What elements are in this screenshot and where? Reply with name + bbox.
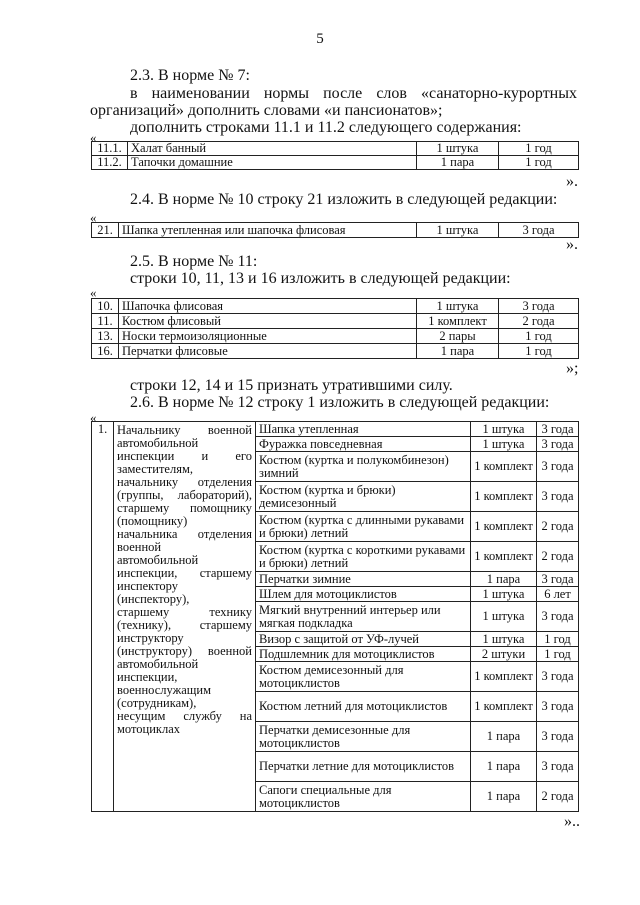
positions-line: Начальнику военной [117, 423, 252, 437]
table-cell-qty: 1 комплект [471, 542, 537, 572]
table-cell-period: 1 год [499, 142, 579, 156]
table-cell-name: Визор с защитой от УФ-лучей [256, 632, 471, 647]
table-cell-qty: 1 пара [471, 752, 537, 782]
table-cell-qty: 1 комплект [417, 314, 499, 329]
table1-close: ». [566, 173, 578, 190]
table-cell-period: 3 года [537, 572, 579, 587]
positions-line: военной [117, 540, 162, 554]
table-cell-qty: 2 пары [417, 329, 499, 344]
positions-line: старшему технику [117, 605, 252, 619]
section-2-3-line3: дополнить строками 11.1 и 11.2 следующего содержания: [130, 119, 522, 136]
table-cell-name: Перчатки летние для мотоциклистов [256, 752, 471, 782]
table-cell-period: 1 год [499, 329, 579, 344]
table-cell-name: Перчатки зимние [256, 572, 471, 587]
section-2-5-line2: строки 12, 14 и 15 признать утратившими силу. [130, 377, 453, 394]
table-cell-name: Костюм флисовый [119, 314, 417, 329]
table-cell-num: 11. [92, 314, 119, 329]
table-cell-name: Мягкий внутренний интерьер или мягкая подкладка [256, 602, 471, 632]
table-cell-qty: 1 штука [417, 142, 499, 156]
table-cell-period: 3 года [537, 482, 579, 512]
table4-open-quote: « [90, 410, 97, 425]
positions-line: заместителям, [117, 462, 193, 476]
table-cell-num: 11.2. [92, 156, 128, 170]
table-cell-name: Шлем для мотоциклистов [256, 587, 471, 602]
table3-open-quote: « [90, 285, 97, 300]
table-cell-qty: 1 штука [417, 223, 499, 238]
table-cell-qty: 1 пара [471, 572, 537, 587]
section-2-3-line2: организаций» дополнить словами «и пансионатов»; [90, 102, 443, 119]
table-cell-name: Сапоги специальные для мотоциклистов [256, 782, 471, 812]
table-cell-period: 2 года [537, 512, 579, 542]
table2-open-quote: « [90, 210, 97, 225]
table-cell-period: 2 года [499, 314, 579, 329]
table-cell-qty: 1 штука [471, 422, 537, 437]
table-cell-period: 6 лет [537, 587, 579, 602]
table-cell-name: Шапка утепленная [256, 422, 471, 437]
table-cell-qty: 1 пара [471, 722, 537, 752]
table-cell-qty: 1 комплект [471, 692, 537, 722]
table2-close: ». [566, 236, 578, 253]
table-cell-period: 1 год [537, 632, 579, 647]
table-row [92, 314, 579, 329]
table-cell-name: Подшлемник для мотоциклистов [256, 647, 471, 662]
table4 [91, 421, 579, 812]
table-cell-period: 3 года [537, 722, 579, 752]
table4-close: ».. [564, 813, 580, 830]
table-cell-name: Шапка утепленная или шапочка флисовая [119, 223, 417, 238]
table-cell-qty: 1 пара [417, 344, 499, 359]
table-cell-period: 3 года [537, 692, 579, 722]
table-cell-period: 3 года [537, 452, 579, 482]
page-number: 5 [316, 31, 324, 47]
section-2-4-heading: 2.4. В норме № 10 строку 21 изложить в следующей редакции: [130, 191, 558, 208]
table-cell-qty: 1 штука [471, 602, 537, 632]
table-cell-name: Шапочка флисовая [119, 299, 417, 314]
table-cell-period: 1 год [537, 647, 579, 662]
positions-line: военнослужащим [117, 683, 211, 697]
table-cell-qty: 1 штука [417, 299, 499, 314]
section-2-5-line1: строки 10, 11, 13 и 16 изложить в следующей редакции: [130, 270, 511, 287]
positions-line: (сотрудникам), [117, 696, 197, 710]
table-row [92, 142, 579, 156]
table-cell-name: Перчатки демисезонные для мотоциклистов [256, 722, 471, 752]
table-cell-name: Костюм (куртка с длинными рукавами и брюки) летний [256, 512, 471, 542]
table-cell-period: 3 года [537, 602, 579, 632]
table1-open-quote: « [90, 130, 97, 145]
table-cell-qty: 1 комплект [471, 662, 537, 692]
positions-line: автомобильной [117, 657, 199, 671]
table-cell-name: Носки термоизоляционные [119, 329, 417, 344]
section-2-6-heading: 2.6. В норме № 12 строку 1 изложить в следующей редакции: [130, 394, 550, 411]
table-cell-period: 3 года [537, 422, 579, 437]
table-cell-period: 3 года [499, 299, 579, 314]
table-cell-num: 1. [92, 422, 114, 812]
positions-line: автомобильной [117, 436, 199, 450]
table-cell-name: Костюм (куртка с короткими рукавами и брюки) летний [256, 542, 471, 572]
table-cell-name: Тапочки домашние [128, 156, 417, 170]
table-row [92, 329, 579, 344]
positions-line: мотоциклах [117, 722, 181, 736]
table-cell-period: 3 года [537, 662, 579, 692]
table-cell-num: 16. [92, 344, 119, 359]
section-2-3-line1: в наименовании нормы после слов «санаторно-курортных [130, 85, 577, 102]
table-cell-name: Костюм демисезонный для мотоциклистов [256, 662, 471, 692]
table-cell-period: 1 год [499, 344, 579, 359]
table-cell-period: 1 год [499, 156, 579, 170]
table1 [91, 141, 579, 170]
table-cell-period: 3 года [537, 752, 579, 782]
positions-line: начальника отделения [117, 527, 252, 541]
positions-line: инспектору [117, 579, 178, 593]
table-cell-positions [114, 422, 256, 812]
table-row [92, 344, 579, 359]
positions-line: автомобильной [117, 553, 199, 567]
table-cell-name: Костюм летний для мотоциклистов [256, 692, 471, 722]
positions-line: начальнику отделения [117, 475, 252, 489]
section-2-5-heading: 2.5. В норме № 11: [130, 253, 258, 270]
table-cell-period: 3 года [499, 223, 579, 238]
positions-line: инструктору [117, 631, 184, 645]
table-cell-num: 11.1. [92, 142, 128, 156]
table-cell-qty: 1 пара [471, 782, 537, 812]
table-cell-qty: 1 штука [471, 437, 537, 452]
table-row [92, 223, 579, 238]
table-cell-num: 10. [92, 299, 119, 314]
table-cell-qty: 1 штука [471, 587, 537, 602]
table-cell-name: Костюм (куртка и полукомбинезон) зимний [256, 452, 471, 482]
positions-line: (технику), старшему [117, 618, 252, 632]
positions-line: (инспектору), [117, 592, 190, 606]
table-cell-name: Фуражка повседневная [256, 437, 471, 452]
table-cell-period: 3 года [537, 437, 579, 452]
table-cell-qty: 1 комплект [471, 482, 537, 512]
positions-line: старшему помощнику [117, 501, 252, 515]
table-cell-name: Перчатки флисовые [119, 344, 417, 359]
table-row [92, 422, 579, 437]
table-cell-num: 13. [92, 329, 119, 344]
table3-close: »; [566, 360, 579, 377]
table2 [91, 222, 579, 238]
positions-line: (группы, лабораторий), [117, 488, 252, 502]
positions-line: инспекции, старшему [117, 566, 252, 580]
table-cell-name: Костюм (куртка и брюки) демисезонный [256, 482, 471, 512]
positions-line: (инструктору) военной [117, 644, 252, 658]
table-cell-name: Халат банный [128, 142, 417, 156]
table-cell-period: 2 года [537, 542, 579, 572]
positions-line: инспекции и его [117, 449, 252, 463]
positions-line: инспекции, [117, 670, 178, 684]
positions-line: (помощнику) [117, 514, 188, 528]
section-2-3-heading: 2.3. В норме № 7: [130, 67, 250, 84]
table-cell-period: 2 года [537, 782, 579, 812]
table-cell-qty: 1 комплект [471, 512, 537, 542]
table-row [92, 299, 579, 314]
table-cell-qty: 1 пара [417, 156, 499, 170]
positions-line: несущим службу на [117, 709, 252, 723]
table3 [91, 298, 579, 359]
table-cell-qty: 1 штука [471, 632, 537, 647]
table-cell-num: 21. [92, 223, 119, 238]
table-row [92, 156, 579, 170]
table-cell-qty: 1 комплект [471, 452, 537, 482]
table-cell-qty: 2 штуки [471, 647, 537, 662]
